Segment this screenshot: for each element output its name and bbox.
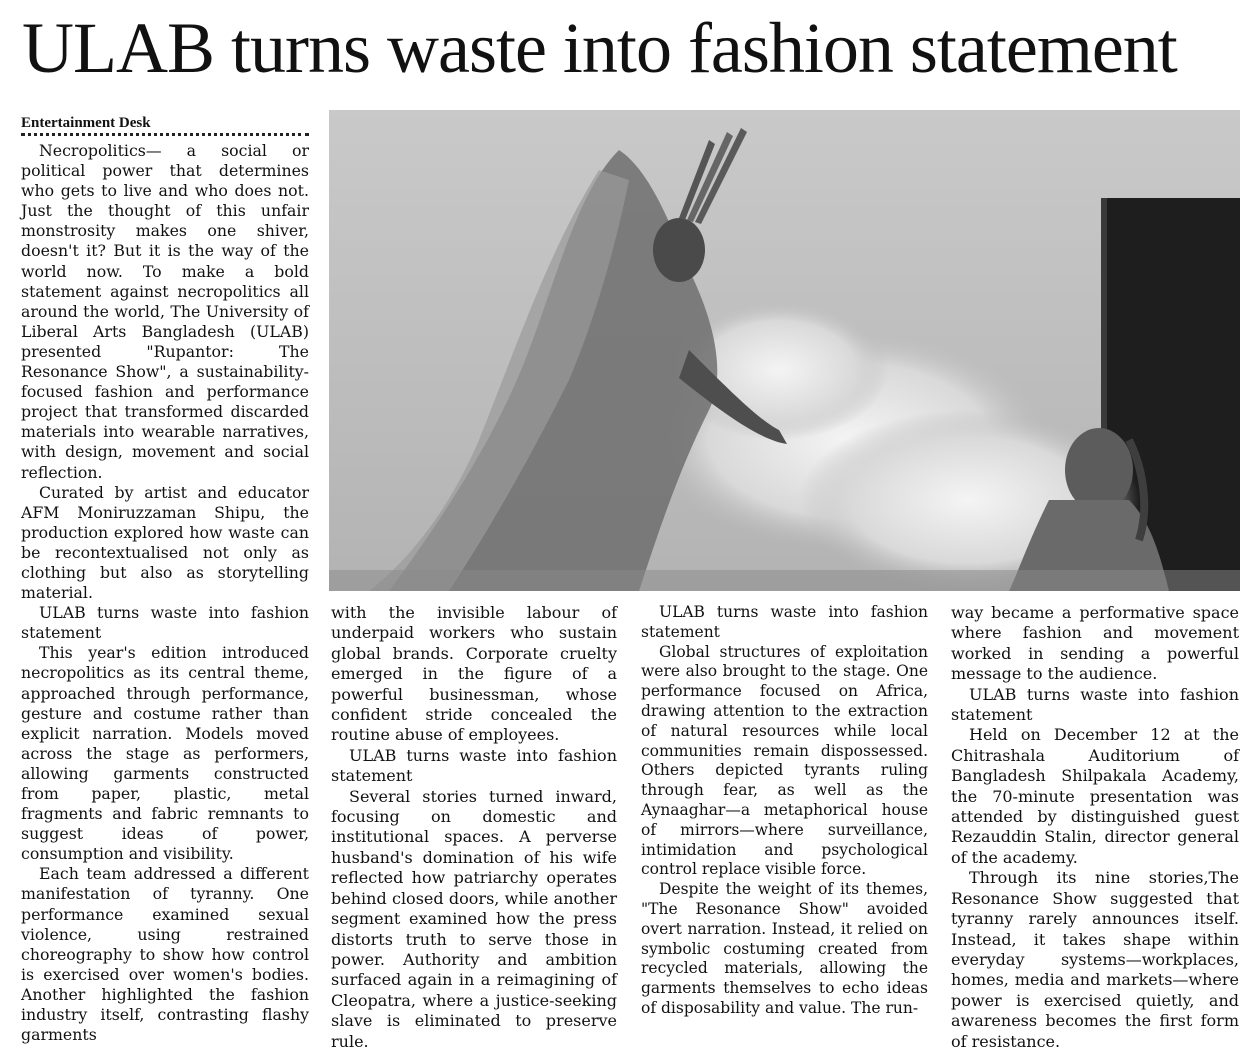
subhead: ULAB turns waste into fashion statement: [331, 745, 617, 786]
paragraph: Global structures of exploitation were also brought to the stage. One performance focused on Africa, drawing attention to the extraction of natural resources while local communities remain dispossessed. Others depicted tyrants ruling through fear, as well as the Aynaaghar—a metaphorical house of mirrors—where surveillance, intimidation and psychological control replace visible force.: [641, 642, 928, 879]
byline: Entertainment Desk: [21, 113, 309, 136]
paragraph: way became a performative space where fashion and movement worked in sending a powerful message to the audience.: [951, 603, 1239, 684]
paragraph: Curated by artist and educator AFM Moniruzzaman Shipu, the production explored how waste can be recontextualised not only as clothing but also as storytelling material.: [21, 482, 309, 603]
paragraph: with the invisible labour of underpaid workers who sustain global brands. Corporate cruelty emerged in the figure of a powerful businessman, whose confident stride concealed the routine abuse of employees.: [331, 603, 617, 745]
subhead: ULAB turns waste into fashion statement: [951, 684, 1239, 725]
article-column-1: [21, 141, 309, 1051]
subhead: ULAB turns waste into fashion statement: [21, 603, 309, 643]
paragraph: Several stories turned inward, focusing on domestic and institutional spaces. A perverse husband's domination of his wife reflected how patriarchy operates behind closed doors, while another segment examined how the press distorts truth to serve those in power. Authority and ambition surfaced again in a reimagining of Cleopatra, where a justice-seeking slave is eliminated to preserve rule.: [331, 786, 617, 1051]
subhead: ULAB turns waste into fashion statement: [641, 603, 928, 641]
headline: ULAB turns waste into fashion statement: [22, 8, 1177, 88]
paragraph: Through its nine stories,The Resonance Show suggested that tyranny rarely announces itself. Instead, it takes shape within everyday systems—workplaces, homes, media and markets—where power is exercised quietly, and awareness becomes the first form of resistance.: [951, 868, 1239, 1051]
paragraph: This year's edition introduced necropolitics as its central theme, approached through performance, gesture and costume rather than explicit narration. Models moved across the stage as performers, allowing garments constructed from paper, plastic, metal fragments and fabric remnants to suggest ideas of power, consumption and visibility.: [21, 643, 309, 864]
paragraph: Each team addressed a different manifestation of tyranny. One performance examined sexual violence, using restrained choreography to show how control is exercised over women's bodies. Another highlighted the fashion industry itself, contrasting flashy garments: [21, 864, 309, 1045]
article-column-4: [951, 603, 1239, 1051]
paragraph: Held on December 12 at the Chitrashala Auditorium of Bangladesh Shilpakala Academy, the 70-minute presentation was attended by distinguished guest Rezauddin Stalin, director general of the academy.: [951, 725, 1239, 867]
performance-photo-graphic: [329, 110, 1240, 591]
paragraph: Necropolitics— a social or political power that determines who gets to live and who does not. Just the thought of this unfair monstrosity makes one shiver, doesn't it? But it is the way of the world now. To make a bold statement against necropolitics all around the world, The University of Liberal Arts Bangladesh (ULAB) presented "Rupantor: The Resonance Show", a sustainability-focused fashion and performance project that transformed discarded materials into wearable narratives, with design, movement and social reflection.: [21, 141, 309, 482]
paragraph: Despite the weight of its themes, "The Resonance Show" avoided overt narration. Instead, it relied on symbolic costuming created from recycled materials, allowing the garments themselves to echo ideas of disposability and value. The run-: [641, 880, 928, 1017]
article-column-2: [331, 603, 617, 1051]
article-column-3: [641, 603, 928, 1051]
performance-photo: [329, 110, 1240, 591]
